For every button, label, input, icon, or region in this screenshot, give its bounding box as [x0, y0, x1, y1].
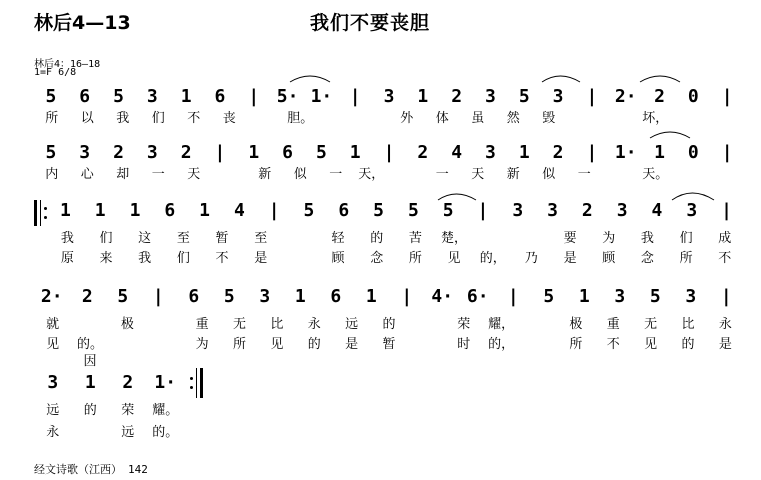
note: 1	[417, 86, 429, 107]
lyric: 毁	[542, 111, 556, 126]
note: 1·	[154, 372, 177, 393]
barline: |	[401, 286, 413, 307]
lyric: 所	[233, 337, 247, 352]
lyric: 的，	[479, 251, 506, 266]
source-name: 经文诗歌（江西）	[34, 463, 122, 476]
lyric: 重	[606, 317, 620, 332]
note: 2	[451, 86, 463, 107]
lyric: 所	[408, 251, 422, 266]
footer-source	[34, 461, 148, 477]
note: 3	[383, 86, 395, 107]
lyric	[318, 110, 354, 127]
lyric: 远	[345, 317, 359, 332]
lyric: 的	[307, 337, 321, 352]
lyric: 所	[679, 251, 693, 266]
lyric: 荣	[457, 317, 471, 332]
key-signature: 1=F 6/8	[34, 67, 77, 78]
lyric: 似	[542, 167, 556, 182]
lyric: 胆。	[287, 111, 314, 126]
lyric: 是	[345, 337, 359, 352]
lyric: 至	[254, 231, 268, 246]
note: 3	[146, 142, 158, 163]
lyric: 耀，	[488, 317, 515, 332]
note: 6·	[466, 286, 489, 307]
lyric: 永	[46, 425, 60, 440]
repeat-end-thin	[196, 368, 197, 398]
note: 2	[581, 200, 593, 221]
lyric: 要	[563, 231, 577, 246]
note: 2·	[40, 286, 63, 307]
repeat-end-thick	[200, 368, 203, 398]
lyric	[673, 166, 709, 183]
barline: |	[477, 200, 489, 221]
lyric: 我	[138, 251, 152, 266]
note: 1	[365, 286, 377, 307]
lyric: 们	[151, 111, 165, 126]
barline: |	[507, 286, 519, 307]
lyric: 轻	[331, 231, 345, 246]
notes-row	[48, 200, 744, 222]
lyric: 的。因	[77, 337, 104, 369]
lyric: 一	[435, 167, 449, 182]
note: 2	[552, 142, 564, 163]
lyric	[512, 230, 551, 247]
lyric: 极	[120, 317, 134, 332]
notes-row	[34, 286, 744, 308]
note: 2	[180, 142, 192, 163]
note: 6	[188, 286, 200, 307]
note: 5	[442, 200, 454, 221]
lyric: 丧	[222, 111, 236, 126]
note: 6	[214, 86, 226, 107]
song-title: 我们不要丧胆	[310, 12, 431, 34]
lyric: 体	[435, 111, 449, 126]
note: 2	[417, 142, 429, 163]
lyric	[709, 110, 745, 127]
lyric	[146, 336, 183, 370]
lyric: 苦	[408, 231, 422, 246]
lyric: 内	[45, 167, 59, 182]
lyric: 天。	[642, 167, 669, 182]
note: 3	[685, 286, 697, 307]
slur	[542, 76, 580, 82]
note: 4	[233, 200, 245, 221]
lyric: 是	[718, 337, 732, 352]
note: 1·	[614, 142, 637, 163]
lyric: 天，	[358, 167, 385, 182]
lyric: 们	[176, 251, 190, 266]
note: 5	[113, 86, 124, 107]
lyric: 远	[121, 425, 135, 440]
lyrics-verse-1	[34, 316, 744, 333]
note: 1	[248, 142, 260, 163]
note: 4	[451, 142, 463, 163]
note: 0	[687, 86, 699, 107]
lyric: 原	[60, 251, 74, 266]
lyric: 一	[577, 167, 591, 182]
lyrics-verse-2	[48, 250, 744, 267]
lyric: 这	[138, 231, 152, 246]
lyrics-verse-2	[34, 424, 184, 441]
lyric: 比	[681, 317, 695, 332]
lyric	[71, 316, 108, 333]
note: 1	[59, 200, 71, 221]
note: 3	[686, 200, 698, 221]
note: 1	[84, 372, 96, 393]
lyric: 念	[640, 251, 654, 266]
lyric: 虽	[471, 111, 485, 126]
page-number: 142	[128, 463, 148, 476]
lyric: 的	[681, 337, 695, 352]
lyrics-verse-2	[34, 336, 744, 370]
note: 1	[180, 86, 192, 107]
song-code: 林后4—13	[34, 12, 131, 34]
lyric: 顾	[602, 251, 616, 266]
barline: |	[152, 286, 164, 307]
barline: |	[721, 200, 732, 221]
note: 3	[614, 286, 626, 307]
barline: |	[349, 86, 361, 107]
barline: |	[720, 286, 732, 307]
lyric: 的	[370, 231, 384, 246]
lyric: 耀。	[152, 403, 179, 418]
notes-row	[34, 372, 184, 394]
lyric: 天	[471, 167, 485, 182]
note: 2	[81, 286, 93, 307]
repeat-dot	[190, 386, 193, 389]
lyric: 一	[329, 167, 343, 182]
lyric: 暂	[215, 231, 229, 246]
note: 1	[199, 200, 210, 221]
lyric: 是	[254, 251, 268, 266]
lyric: 是	[563, 251, 577, 266]
note: 5	[45, 86, 57, 107]
lyric: 乃	[524, 251, 538, 266]
lyric	[709, 166, 745, 183]
lyric: 无	[644, 317, 658, 332]
note: 3	[79, 142, 91, 163]
note: 3	[47, 372, 59, 393]
lyric: 我	[640, 231, 654, 246]
lyric	[146, 316, 183, 333]
note: 4	[651, 200, 663, 221]
note: 5	[223, 286, 235, 307]
barline: |	[721, 142, 733, 163]
note: 2·	[614, 86, 637, 107]
note: 6	[282, 142, 294, 163]
lyrics-verse-1	[34, 110, 744, 127]
note: 2	[654, 86, 665, 107]
lyric: 的，	[488, 337, 515, 352]
slur	[650, 132, 690, 138]
lyric: 不	[718, 251, 732, 266]
note: 3	[547, 200, 558, 221]
repeat-dot	[44, 207, 47, 210]
barline: |	[214, 142, 226, 163]
note: 3	[512, 200, 524, 221]
lyric: 心	[80, 167, 94, 182]
lyric: 成	[718, 231, 732, 246]
barline: |	[248, 86, 260, 107]
barline: |	[586, 86, 598, 107]
lyric	[354, 110, 390, 127]
lyric	[567, 110, 603, 127]
note: 1	[578, 286, 590, 307]
lyric: 为	[195, 337, 209, 352]
lyric: 至	[176, 231, 190, 246]
lyrics-verse-1	[34, 166, 744, 183]
barline: |	[721, 86, 733, 107]
note: 2	[122, 372, 134, 393]
barline: |	[268, 200, 280, 221]
lyric: 以	[80, 111, 94, 126]
lyric	[473, 230, 512, 247]
lyric	[520, 316, 557, 333]
note: 1	[129, 200, 141, 221]
note: 5	[518, 86, 530, 107]
lyric: 新	[506, 167, 520, 182]
lyric	[389, 166, 425, 183]
note: 5	[45, 142, 57, 163]
repeat-start-thick	[34, 200, 37, 226]
lyric: 天	[187, 167, 201, 182]
note: 5	[117, 286, 129, 307]
lyric: 似	[293, 167, 307, 182]
note: 6	[338, 200, 350, 221]
lyric	[602, 110, 638, 127]
lyric: 永	[718, 317, 732, 332]
lyric: 极	[569, 317, 583, 332]
lyric: 外	[400, 111, 414, 126]
note: 6	[164, 200, 176, 221]
note: 6	[79, 86, 91, 107]
note: 3	[146, 86, 158, 107]
lyric	[408, 336, 445, 370]
barline: |	[586, 142, 598, 163]
notes-row	[34, 142, 744, 164]
lyric: 远	[46, 403, 60, 418]
lyric: 我	[116, 111, 130, 126]
lyric: 见	[644, 337, 658, 352]
lyric: 坏，	[642, 111, 669, 126]
lyric	[280, 250, 319, 267]
lyric: 见	[46, 337, 60, 352]
note: 5	[303, 200, 315, 221]
lyric: 见	[447, 251, 461, 266]
note: 3	[552, 86, 564, 107]
note: 6	[330, 286, 342, 307]
lyric	[520, 336, 557, 370]
lyric: 不	[215, 251, 229, 266]
lyric: 所	[569, 337, 583, 352]
lyric: 时	[457, 337, 471, 352]
note: 3	[485, 142, 496, 163]
repeat-dot	[190, 377, 193, 380]
lyric: 所	[45, 111, 59, 126]
slur	[672, 193, 714, 200]
lyric: 却	[116, 167, 130, 182]
lyric	[602, 166, 638, 183]
scripture-reference: 林后4：16—18	[34, 59, 101, 70]
slur	[640, 76, 680, 82]
lyric: 荣	[121, 403, 135, 418]
note: 5	[649, 286, 661, 307]
lyric: 不	[187, 111, 201, 126]
repeat-dot	[44, 216, 47, 219]
note: 5	[407, 200, 419, 221]
lyric	[280, 230, 319, 247]
note: 3	[616, 200, 628, 221]
lyrics-verse-1	[48, 230, 744, 247]
lyric: 们	[679, 231, 693, 246]
note: 3	[485, 86, 496, 107]
note: 5·	[276, 86, 299, 107]
note: 1	[94, 200, 106, 221]
lyric	[673, 110, 709, 127]
note: 1	[654, 142, 665, 163]
lyric	[72, 424, 110, 441]
lyric: 见	[270, 337, 284, 352]
note: 1	[518, 142, 530, 163]
lyric: 楚，	[441, 231, 468, 246]
lyric: 永	[307, 317, 321, 332]
note: 3	[259, 286, 271, 307]
note: 4·	[431, 286, 454, 307]
note: 1·	[310, 86, 333, 107]
lyric	[408, 316, 445, 333]
note: 1	[349, 142, 361, 163]
lyric: 无	[233, 317, 247, 332]
lyric: 的	[83, 403, 97, 418]
note: 2	[113, 142, 124, 163]
slur	[290, 76, 330, 82]
note: 5	[543, 286, 555, 307]
lyric: 为	[602, 231, 616, 246]
note: 0	[687, 142, 699, 163]
repeat-start-thin	[40, 200, 41, 226]
lyric: 顾	[331, 251, 345, 266]
lyric: 我	[60, 231, 74, 246]
lyric: 的	[382, 317, 396, 332]
lyrics-verse-1	[34, 402, 184, 419]
barline: |	[383, 142, 395, 163]
lyric	[247, 110, 283, 127]
lyric: 一	[151, 167, 165, 182]
note: 1	[294, 286, 306, 307]
lyric: 念	[370, 251, 384, 266]
lyric	[109, 336, 146, 370]
lyric: 然	[506, 111, 520, 126]
lyric: 重	[195, 317, 209, 332]
lyric: 不	[606, 337, 620, 352]
lyric: 们	[99, 231, 113, 246]
notes-row	[34, 86, 744, 108]
lyric: 就	[46, 317, 60, 332]
lyric: 新	[258, 167, 272, 182]
lyric: 来	[99, 251, 113, 266]
note: 5	[315, 142, 327, 163]
lyric	[212, 166, 248, 183]
lyric: 暂	[382, 337, 396, 352]
lyric: 的。	[152, 425, 179, 440]
note: 5	[373, 200, 384, 221]
lyric: 比	[270, 317, 284, 332]
